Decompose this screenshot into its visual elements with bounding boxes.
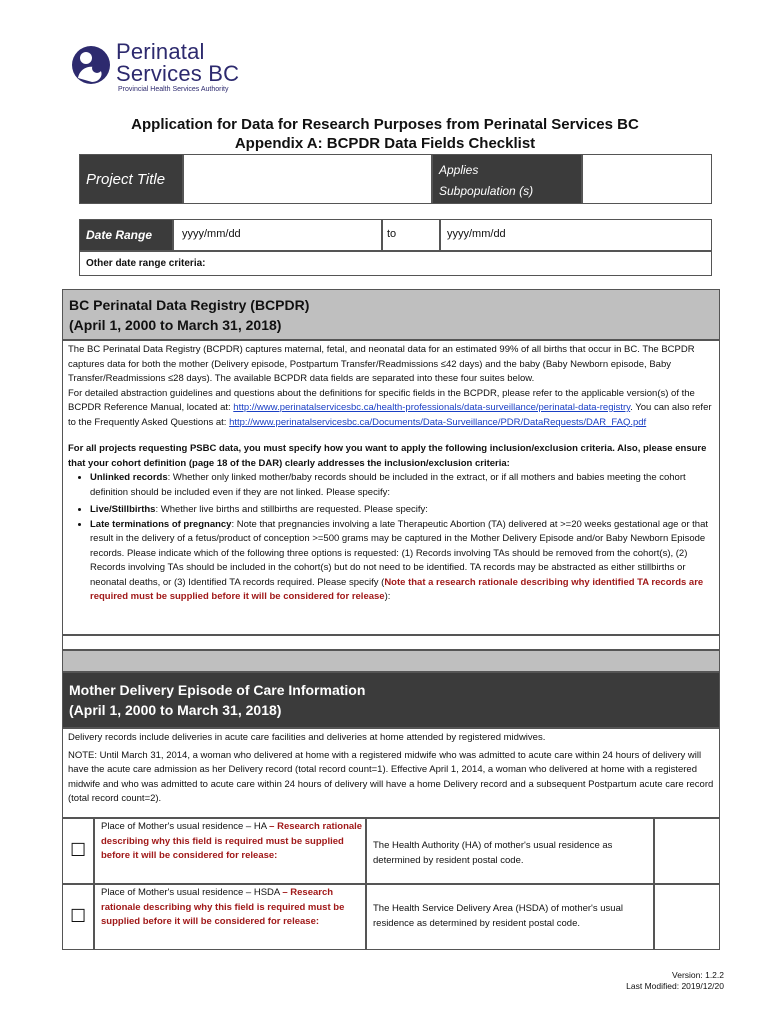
document-title bbox=[0, 115, 770, 153]
bullet1-title: Unlinked records bbox=[90, 472, 168, 483]
date-to-cell bbox=[382, 219, 440, 251]
row1-rationale-input[interactable] bbox=[654, 818, 720, 884]
date-start-placeholder: yyyy/mm/dd bbox=[182, 228, 241, 240]
bullet1-text: : Whether only linked mother/baby records should be included in the extract, or if all mothers and babies meeting the cohort definition should be included even if they are not linked. Please specify: bbox=[90, 472, 686, 498]
mother-delivery-intro bbox=[62, 728, 720, 818]
applies-subpopulation-input[interactable] bbox=[582, 154, 712, 204]
criteria-instructions: For all projects requesting PSBC data, you must specify how you want to apply the following inclusion/exclusion criteria. Also, please ensure that your cohort definition (page 18 of the DAR) clearly addresses the inclusion/exclusion criteria: bbox=[68, 443, 707, 469]
date-end-placeholder: yyyy/mm/dd bbox=[447, 228, 506, 240]
bullet2-text: : Whether live births and stillbirths are requested. Please specify: bbox=[155, 504, 428, 515]
date-start-input[interactable] bbox=[173, 219, 382, 251]
bullet3-red-note: Note that a research rationale describing why identified TA records are required must be supplied before it will be considered for release bbox=[90, 576, 704, 602]
row2-field-cell bbox=[94, 884, 366, 950]
row1-field-cell bbox=[94, 818, 366, 884]
row2-checkbox[interactable]: ☐ bbox=[70, 906, 87, 926]
bullet2-title: Live/Stillbirths bbox=[90, 504, 156, 515]
bullet-late-terminations bbox=[90, 518, 714, 605]
mother-heading-line1: Mother Delivery Episode of Care Information bbox=[69, 682, 366, 698]
bullet3-end: ): bbox=[384, 591, 391, 602]
bullet3-text: : Note that pregnancies involving a late Therapeutic Abortion (TA) delivered at >=20 weeks gestational age or that result in the delivery of a fetus/product of conception >=500 grams may be captured in the Mother Delivery Episode and/or Baby Newborn Episode records. Please indicate which of the following three options is requested: (1) Records involving TAs should be removed from the cohort(s), (2) Records involving TAs should be included in the cohort(s) but do not need to be identified. TA records may be abstracted as either stillbirths or neonatal deaths, or (3) Identified TA records required. Please specify ( bbox=[90, 518, 709, 588]
row1-checkbox[interactable]: ☐ bbox=[70, 840, 87, 860]
bcpdr-reference bbox=[68, 387, 714, 431]
bcpdr-heading-line2: (April 1, 2000 to March 31, 2018) bbox=[69, 317, 282, 333]
row1-red-note: – Research rationale describing why this field is required must be supplied before it will be considered for release: bbox=[101, 821, 363, 861]
date-to-label: to bbox=[387, 228, 397, 240]
row2-field-label: Place of Mother's usual residence – HSDA bbox=[101, 887, 283, 898]
row1-checkbox-cell bbox=[62, 818, 94, 884]
footer bbox=[626, 970, 724, 992]
mother-intro-note: NOTE: Until March 31, 2014, a woman who delivered at home with a registered midwife who was admitted to acute care within 24 hours of delivery will have the acute care admission as her Delivery record (total record count=1). Effective April 1, 2014, a woman who delivered at home with a registered midwife and who was admitted to acute care within 24 hours of delivery will have a home Delivery record and a subsequent Postpartum acute care record (total record count=2). bbox=[68, 749, 714, 804]
other-date-range-label: Other date range criteria: bbox=[86, 258, 206, 269]
row1-field-label: Place of Mother's usual residence – HA bbox=[101, 821, 270, 832]
bcpdr-intro: The BC Perinatal Data Registry (BCPDR) captures maternal, fetal, and neonatal data for an estimated 99% of all births that occur in BC. The BCPDR captures data for both the mother (Delivery episode, Postpartum Transfer/Readmissions ≤42 days) and the baby (Baby Newborn episode, Baby Transfer/Readmissions ≤28 days). The available BCPDR data fields are separated into these four suites below. bbox=[68, 344, 695, 384]
mother-intro-para1: Delivery records include deliveries in acute care facilities and deliveries at home attended by registered midwives. bbox=[68, 732, 546, 743]
project-title-label: Project Title bbox=[86, 171, 166, 188]
logo-wordmark bbox=[116, 41, 239, 85]
row2-description: The Health Service Delivery Area (HSDA) of mother's usual residence as determined by resident postal code. bbox=[373, 903, 623, 929]
project-title-label-cell bbox=[79, 154, 183, 204]
footer-version: Version: 1.2.2 bbox=[672, 970, 724, 980]
logo-name-line2: Services BC bbox=[116, 61, 240, 86]
row2-red-note: – Research rationale describing why this field is required must be supplied before it will be considered for release: bbox=[101, 887, 345, 927]
bcpdr-reference-text-b: . You can also refer to the Frequently Asked Questions at: bbox=[68, 402, 712, 428]
bcpdr-heading-line1: BC Perinatal Data Registry (BCPDR) bbox=[69, 297, 310, 313]
row1-description: The Health Authority (HA) of mother's usual residence as determined by resident postal code. bbox=[373, 840, 613, 866]
project-title-input[interactable] bbox=[183, 154, 432, 204]
title-line1: Application for Data for Research Purposes from Perinatal Services BC bbox=[131, 116, 639, 133]
applies-subpopulation-label-cell bbox=[432, 154, 582, 204]
bcpdr-header bbox=[62, 289, 720, 340]
logo-subtitle: Provincial Health Services Authority bbox=[118, 86, 229, 93]
date-range-label: Date Range bbox=[86, 228, 153, 242]
other-date-range-input[interactable] bbox=[79, 251, 712, 276]
mother-heading-line2: (April 1, 2000 to March 31, 2018) bbox=[69, 702, 282, 718]
row2-description-cell bbox=[366, 884, 654, 950]
row2-checkbox-cell bbox=[62, 884, 94, 950]
date-end-input[interactable] bbox=[440, 219, 712, 251]
row1-description-cell bbox=[366, 818, 654, 884]
bcpdr-grey-row bbox=[62, 650, 720, 672]
bcpdr-body bbox=[62, 340, 720, 635]
perinatal-logo-icon bbox=[70, 44, 112, 86]
footer-last-modified: Last Modified: 2019/12/20 bbox=[626, 981, 724, 991]
bullet3-title: Late terminations of pregnancy bbox=[90, 518, 232, 530]
applies-label: Applies bbox=[439, 163, 479, 177]
reference-manual-link[interactable]: http://www.perinatalservicesbc.ca/health-professionals/data-surveillance/perinatal-data-registry bbox=[233, 402, 631, 413]
bcpdr-spacer-row bbox=[62, 635, 720, 650]
bullet-unlinked-records bbox=[90, 471, 714, 500]
logo-name-line1: Perinatal bbox=[116, 39, 205, 64]
subpopulation-label: Subpopulation (s) bbox=[439, 184, 534, 198]
faq-link[interactable]: http://www.perinatalservicesbc.ca/Documents/Data-Surveillance/PDR/DataRequests/DAR_FAQ.pdf bbox=[229, 416, 647, 428]
date-range-label-cell bbox=[79, 219, 173, 251]
mother-delivery-header bbox=[62, 672, 720, 728]
bullet-live-stillbirths bbox=[90, 503, 714, 518]
bcpdr-reference-text-a: For detailed abstraction guidelines and questions about the definitions for specific fields in the BCPDR, please refer to the applicable version(s) of the BCPDR Reference Manual, located at: bbox=[68, 387, 695, 413]
row2-rationale-input[interactable] bbox=[654, 884, 720, 950]
title-line2: Appendix A: BCPDR Data Fields Checklist bbox=[234, 135, 536, 152]
